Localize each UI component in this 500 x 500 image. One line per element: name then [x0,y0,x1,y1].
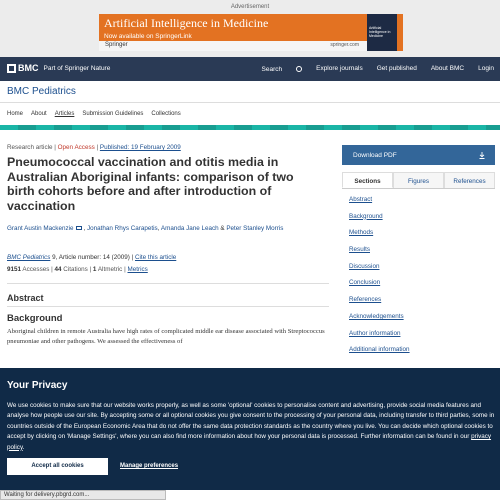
manage-preferences-link[interactable]: Manage preferences [120,463,179,469]
author-link[interactable]: Grant Austin Mackenzie [7,225,74,232]
advertisement-label: Advertisement [230,4,270,10]
journal-header [0,81,500,103]
tab-figures[interactable]: Figures [393,172,444,188]
bmc-logo-text: BMC [18,63,39,73]
accesses-count: 9151 [7,266,22,273]
section-link-discussion[interactable]: Discussion [349,262,380,270]
divider [7,306,329,307]
article-meta: Research article | Open Access | Published: 19 February 2009 [7,144,181,151]
journal-nav-submission-guidelines[interactable]: Submission Guidelines [82,111,144,117]
section-link-methods[interactable]: Methods [349,229,374,237]
bmc-logo[interactable] [7,63,110,73]
background-heading: Background [7,313,63,324]
section-link-results[interactable]: Results [349,246,370,254]
tab-sections[interactable]: Sections [342,172,393,188]
section-link-background[interactable]: Background [349,212,383,220]
advertisement-area [0,0,500,57]
ad-book-cover [367,14,397,51]
ad-title: Artificial Intelligence in Medicine [104,16,269,30]
published-date[interactable]: Published: 19 February 2009 [99,144,181,151]
journal-link[interactable]: BMC Pediatrics [7,254,51,261]
privacy-text: We use cookies to make sure that our website works properly, as well as some 'optional' cookies to personalise content and advertising, provide social media features and analyse how people use our site. By accepting some or all optional cookies you give consent to the processing of your personal data, including transfer to third parties, some in countries outside of the European Economic Area that do not offer the same data protection standards as the country where you live. You can decide which optional cookies to accept by clicking on 'Manage Settings', where you can also find more information about how your personal data is processed. Further information can be found in our privacy policy. [7,402,495,451]
journal-nav-about[interactable]: About [31,111,47,117]
article-type: Research article [7,144,53,151]
journal-nav-collections[interactable]: Collections [151,111,181,117]
journal-nav-home[interactable]: Home [7,111,24,117]
privacy-title: Your Privacy [7,380,68,391]
login-link[interactable]: Login [478,65,494,72]
accesses-label: Accesses [22,266,50,273]
ad-footer-strip [99,41,367,51]
author-link[interactable]: Jonathan Rhys Carapetis [87,225,158,232]
abstract-heading: Abstract [7,293,44,303]
download-icon [479,152,485,159]
privacy-banner [0,368,500,490]
author-list: Grant Austin Mackenzie , Jonathan Rhys Carapetis, Amanda Jane Leach & Peter Stanley Morris [7,225,284,232]
explore-journals-link[interactable]: Explore journals [316,65,363,72]
ad-book-text: Artificial Intelligence in Medicine [369,26,391,38]
sidebar-tabs [342,172,495,189]
author-link[interactable]: Amanda Jane Leach [160,225,219,232]
about-bmc-link[interactable]: About BMC [430,65,465,72]
search-icon [296,66,302,72]
open-access-badge[interactable]: Open Access [57,144,95,151]
citations-count: 44 [54,266,62,273]
altmetric-count: 1 [92,266,97,273]
ad-banner[interactable] [99,14,403,51]
author-link[interactable]: Peter Stanley Morris [226,225,284,232]
journal-nav-articles[interactable]: Articles [54,111,75,117]
top-nav-links [234,65,495,73]
browser-status-bar: Waiting for delivery.pbgrd.com... [0,490,166,500]
ad-subtitle: Now available on SpringerLink [104,33,192,40]
cite-this-article-link[interactable]: Cite this article [134,254,177,261]
altmetric-label: Altmetric [97,266,123,273]
journal-nav [0,103,500,125]
search-link[interactable]: Search [248,65,303,73]
sections-list [349,196,410,363]
download-pdf-button[interactable] [342,145,495,165]
metrics-link[interactable]: Metrics [127,266,148,273]
citations-label: Citations [63,266,88,273]
decorative-stripe [0,125,500,130]
download-pdf-label: Download PDF [353,152,397,159]
privacy-policy-link[interactable]: privacy policy [7,433,492,451]
journal-title[interactable]: BMC Pediatrics [7,86,76,97]
article-title: Pneumococcal vaccination and otitis media in Australian Aboriginal infants: comparison of two birth cohorts before and after introduction of vaccination [7,155,294,213]
section-link-conclusion[interactable]: Conclusion [349,279,381,287]
bmc-logo-icon [7,64,16,73]
section-link-acknowledgements[interactable]: Acknowledgements [349,312,404,320]
citation-details: 9, Article number: 14 (2009) [50,254,130,261]
bmc-tagline: Part of Springer Nature [43,64,111,72]
get-published-link[interactable]: Get published [376,65,417,72]
section-link-additional-information[interactable]: Additional information [349,346,410,354]
abstract-text: Aboriginal children in remote Australia have high rates of complicated middle ear disease associated with Streptococcus pneumoniae and other pathogens. We assessed the effectiveness of [7,328,325,345]
section-link-abstract[interactable]: Abstract [349,196,373,203]
top-navigation-bar [0,57,500,81]
ad-domain: springer.com [330,42,359,48]
section-link-references[interactable]: References [349,296,382,304]
ad-publisher: Springer [105,42,128,48]
divider [7,283,329,284]
accept-all-cookies-button[interactable]: Accept all cookies [7,458,108,475]
tab-references[interactable]: References [444,172,495,188]
mail-icon[interactable] [76,226,82,230]
citation-line: BMC Pediatrics 9, Article number: 14 (2009) | Cite this article [7,254,177,261]
metrics-line: 9151 Accesses | 44 Citations | 1 Altmetric | Metrics [7,266,148,273]
section-link-author-information[interactable]: Author information [349,329,401,337]
